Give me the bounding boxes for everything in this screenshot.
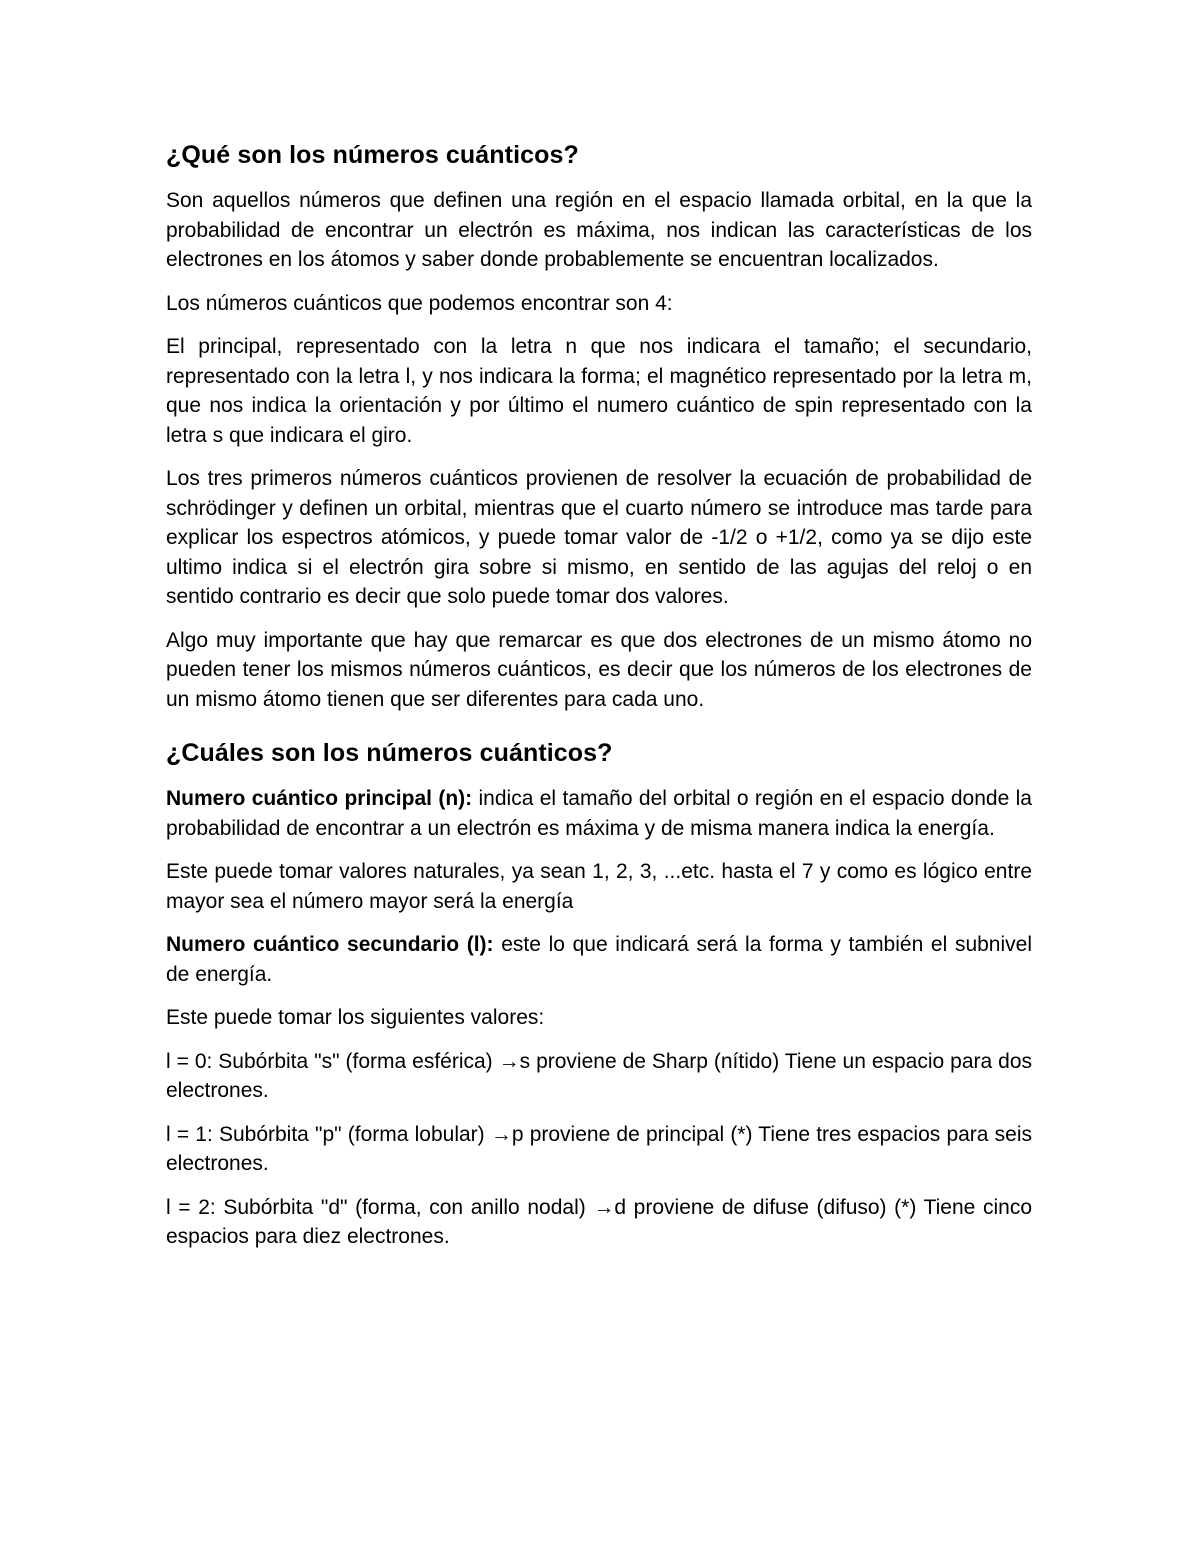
- document-page: [166, 138, 1032, 1266]
- term-principal: Numero cuántico principal (n):: [166, 787, 473, 810]
- paragraph-secundario-intro: Este puede tomar los siguientes valores:: [166, 1006, 545, 1029]
- definition-secundario: este lo que indicará será la forma y también el subnivel de energía.: [166, 933, 1032, 986]
- paragraph-secundario: [166, 930, 1032, 989]
- paragraph-pauli: Algo muy importante que hay que remarcar es que dos electrones de un mismo átomo no pueden tener los mismos números cuánticos, es decir que los números de los electrones de un mismo átomo tienen que ser diferentes para cada uno.: [166, 628, 1032, 711]
- list-item-l2: l = 2: Subórbita "d" (forma, con anillo nodal) →d proviene de difuse (difuso) (*) Tiene cinco espacios para diez electrones.: [166, 1195, 1032, 1248]
- section-heading-cuales-son: ¿Cuáles son los números cuánticos?: [166, 739, 613, 767]
- definition-principal: indica el tamaño del orbital o región en el espacio donde la probabilidad de encontrar a un electrón es máxima y de misma manera indica la energía.: [166, 787, 1032, 840]
- paragraph-count: Los números cuánticos que podemos encontrar son 4:: [166, 291, 673, 315]
- paragraph-schrodinger: Los tres primeros números cuánticos provienen de resolver la ecuación de probabilidad de schrödinger y definen un orbital, mientras que el cuarto número se introduce mas tarde para explicar los espectros atómicos, y puede tomar valor de -1/2 o +1/2, como ya se dijo este ultimo indica si el electrón gira sobre si mismo, en sentido de las agujas del reloj o en sentido contrario es decir que solo puede tomar dos valores.: [166, 467, 1032, 608]
- list-item-l1: l = 1: Subórbita "p" (forma lobular) →p proviene de principal (*) Tiene tres espacios para seis electrones.: [166, 1122, 1032, 1175]
- list-item-l0: l = 0: Subórbita "s" (forma esférica) →s proviene de Sharp (nítido) Tiene un espacio para dos electrones.: [166, 1049, 1032, 1102]
- paragraph-principal: [166, 784, 1032, 843]
- paragraph-definition: Son aquellos números que definen una región en el espacio llamada orbital, en la que la probabilidad de encontrar un electrón es máxima, nos indican las características de los electrones en los átomos y saber donde probablemente se encuentran localizados.: [166, 189, 1032, 271]
- paragraph-list-numbers: El principal, representado con la letra n que nos indicara el tamaño; el secundario, representado con la letra l, y nos indicara la forma; el magnético representado por la letra m, que nos indica la orientación y por último el numero cuántico de spin representado con la letra s que indicara el giro.: [166, 335, 1032, 447]
- term-secundario: Numero cuántico secundario (l):: [166, 933, 494, 956]
- paragraph-principal-values: Este puede tomar valores naturales, ya sean 1, 2, 3, ...etc. hasta el 7 y como es lógico entre mayor sea el número mayor será la energía: [166, 860, 1032, 913]
- section-heading-que-son: ¿Qué son los números cuánticos?: [166, 141, 579, 169]
